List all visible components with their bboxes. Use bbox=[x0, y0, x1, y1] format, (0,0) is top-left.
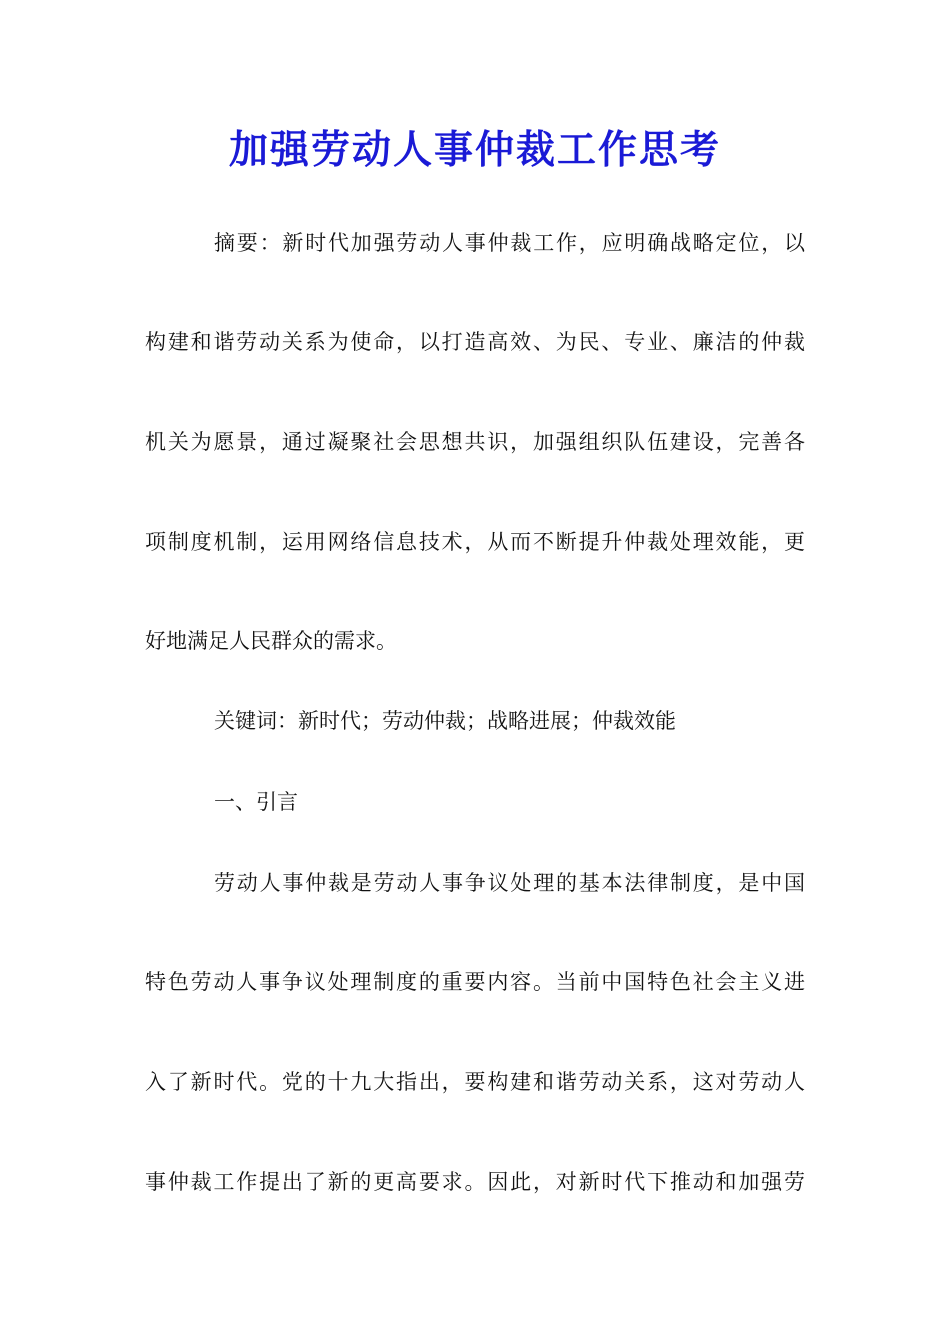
keywords: 关键词：新时代；劳动仲裁；战略进展；仲裁效能 bbox=[214, 709, 676, 733]
abstract-line: 好地满足人民群众的需求。 bbox=[145, 629, 397, 653]
intro-line: 劳动人事仲裁是劳动人事争议处理的基本法律制度，是中国 bbox=[214, 871, 805, 895]
intro-line: 事仲裁工作提出了新的更高要求。因此，对新时代下推动和加强劳 bbox=[145, 1170, 805, 1194]
document-title: 加强劳动人事仲裁工作思考 bbox=[228, 127, 721, 173]
intro-line: 入了新时代。党的十九大指出，要构建和谐劳动关系，这对劳动人 bbox=[145, 1070, 805, 1094]
intro-line: 特色劳动人事争议处理制度的重要内容。当前中国特色社会主义进 bbox=[145, 970, 805, 994]
abstract-line: 摘要：新时代加强劳动人事仲裁工作，应明确战略定位，以 bbox=[214, 231, 805, 255]
abstract-line: 项制度机制，运用网络信息技术，从而不断提升仲裁处理效能，更 bbox=[145, 530, 805, 554]
abstract-line: 机关为愿景，通过凝聚社会思想共识，加强组织队伍建设，完善各 bbox=[145, 430, 805, 454]
abstract-line: 构建和谐劳动关系为使命，以打造高效、为民、专业、廉洁的仲裁 bbox=[145, 330, 805, 354]
section-heading: 一、引言 bbox=[214, 790, 298, 814]
